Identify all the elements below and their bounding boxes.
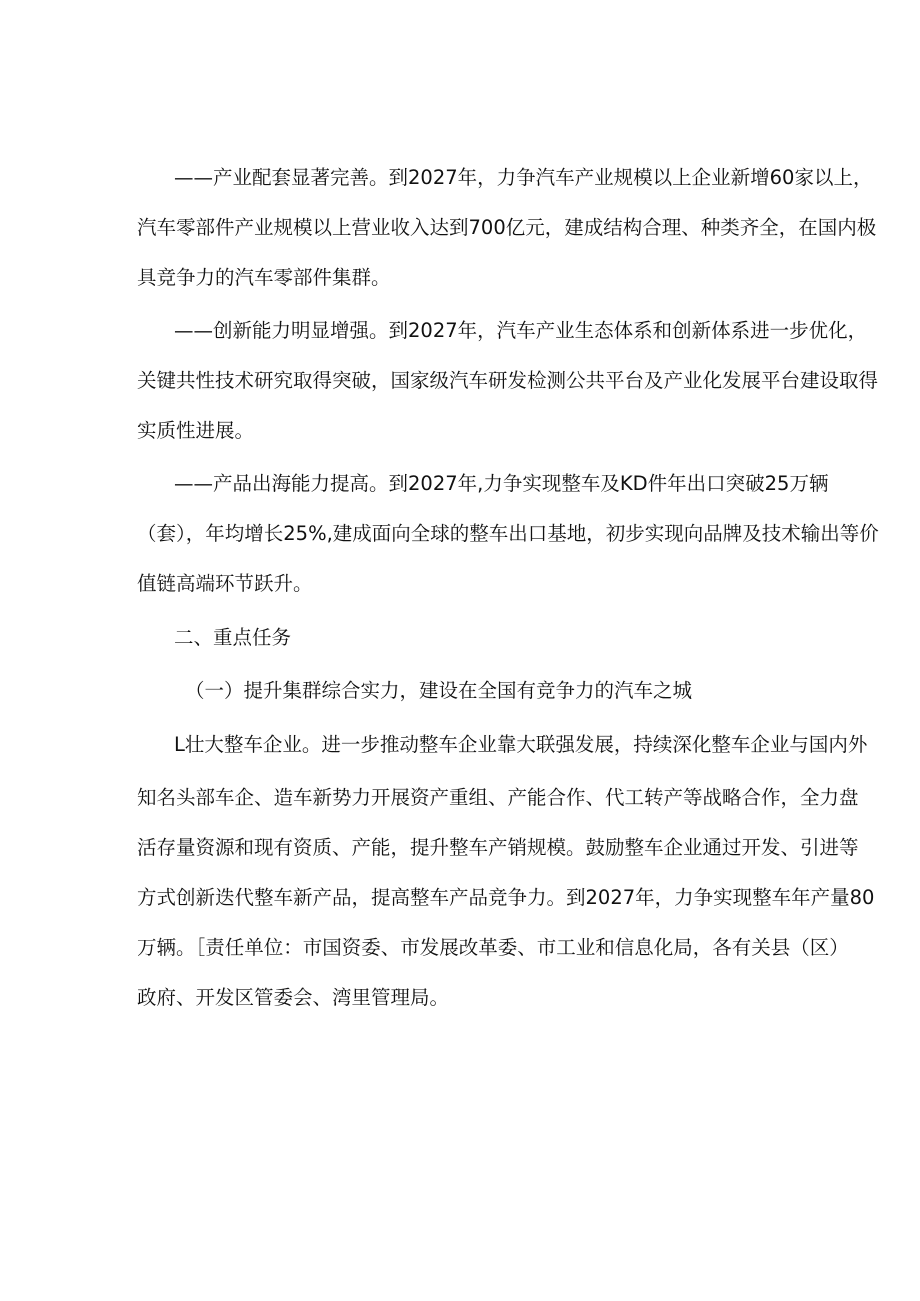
item-paragraph-line-2: 知名头部车企、造车新势力开展资产重组、产能合作、代工转产等战略合作，全力盘 <box>137 786 859 809</box>
paragraph-1-line-3: 具竞争力的汽车零部件集群。 <box>137 266 391 289</box>
item-paragraph-line-1: L壮大整车企业。进一步推动整车企业靠大联强发展，持续深化整车企业与国内外 <box>174 733 868 756</box>
paragraph-2-line-1: ——创新能力明显增强。到2027年，汽车产业生态体系和创新体系进一步优化， <box>174 319 868 342</box>
paragraph-3-line-3: 值链高端环节跃升。 <box>137 572 313 595</box>
paragraph-1-line-1: ——产业配套显著完善。到2027年，力争汽车产业规模以上企业新增60家以上， <box>174 166 873 189</box>
paragraph-2-line-2: 关键共性技术研究取得突破，国家级汽车研发检测公共平台及产业化发展平台建设取得 <box>137 369 879 392</box>
paragraph-3-line-1: ——产品出海能力提高。到2027年,力争实现整车及KD件年出口突破25万辆 <box>174 472 829 495</box>
paragraph-2-line-3: 实质性进展。 <box>137 419 255 442</box>
item-paragraph-line-5: 万辆。［责任单位：市国资委、市发展改革委、市工业和信息化局，各有关县（区） <box>137 936 849 959</box>
item-paragraph-line-3: 活存量资源和现有资质、产能，提升整车产销规模。鼓励整车企业通过开发、引进等 <box>137 836 859 859</box>
paragraph-1-line-2: 汽车零部件产业规模以上营业收入达到700亿元，建成结构合理、种类齐全，在国内极 <box>137 216 877 239</box>
item-paragraph-line-4: 方式创新迭代整车新产品，提高整车产品竞争力。到2027年，力争实现整车年产量80 <box>137 886 875 909</box>
item-paragraph-line-6: 政府、开发区管委会、湾里管理局。 <box>137 986 450 1009</box>
subsection-heading: （一）提升集群综合实力，建设在全国有竞争力的汽车之城 <box>185 679 693 702</box>
paragraph-3-line-2: （套），年均增长25%,建成面向全球的整车出口基地，初步实现向品牌及技术输出等价 <box>137 522 879 545</box>
section-heading: 二、重点任务 <box>174 626 292 649</box>
